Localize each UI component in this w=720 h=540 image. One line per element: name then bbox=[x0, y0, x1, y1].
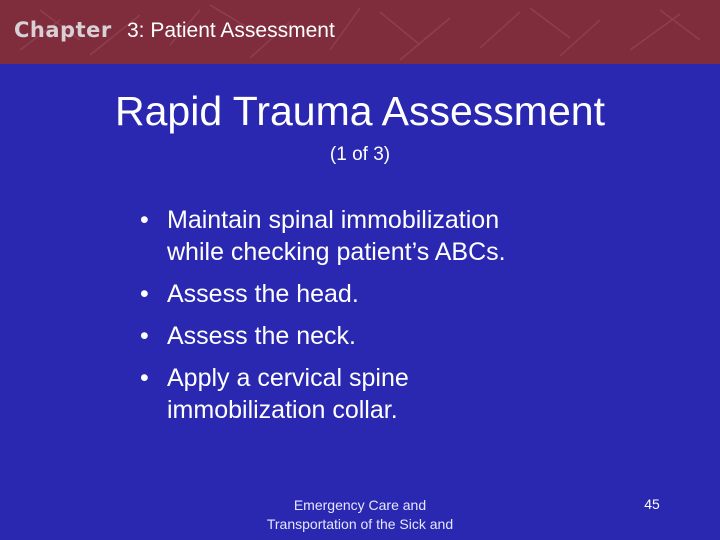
footer-line: Emergency Care and bbox=[293, 497, 427, 513]
bullet-text: Maintain spinal immobilization bbox=[167, 206, 500, 234]
slide-subtitle: (1 of 3) bbox=[329, 144, 391, 165]
bullet-text: Apply a cervical spine bbox=[167, 364, 409, 392]
page-number: 45 bbox=[644, 496, 660, 512]
slide-title: Rapid Trauma Assessment bbox=[115, 88, 605, 134]
chapter-label: Chapter bbox=[14, 18, 112, 42]
bullet-item bbox=[140, 204, 700, 268]
bullet-text-continued: immobilization collar. bbox=[167, 396, 398, 424]
bullet-text: Assess the neck. bbox=[167, 322, 356, 350]
bullet-item bbox=[140, 362, 700, 426]
bullet-icon: • bbox=[140, 280, 149, 308]
bullet-text-continued: while checking patient’s ABCs. bbox=[167, 238, 506, 266]
chapter-title: 3: Patient Assessment bbox=[127, 19, 335, 42]
bullet-icon: • bbox=[140, 322, 149, 350]
bullet-item bbox=[140, 278, 700, 310]
footer-citation bbox=[250, 496, 470, 534]
bullet-item bbox=[140, 320, 700, 352]
header-bar bbox=[0, 0, 720, 64]
bullet-text: Assess the head. bbox=[167, 280, 359, 308]
footer-line: Transportation of the Sick and bbox=[266, 516, 454, 532]
bullet-list bbox=[140, 204, 700, 436]
bullet-icon: • bbox=[140, 206, 149, 234]
bullet-icon: • bbox=[140, 364, 149, 392]
